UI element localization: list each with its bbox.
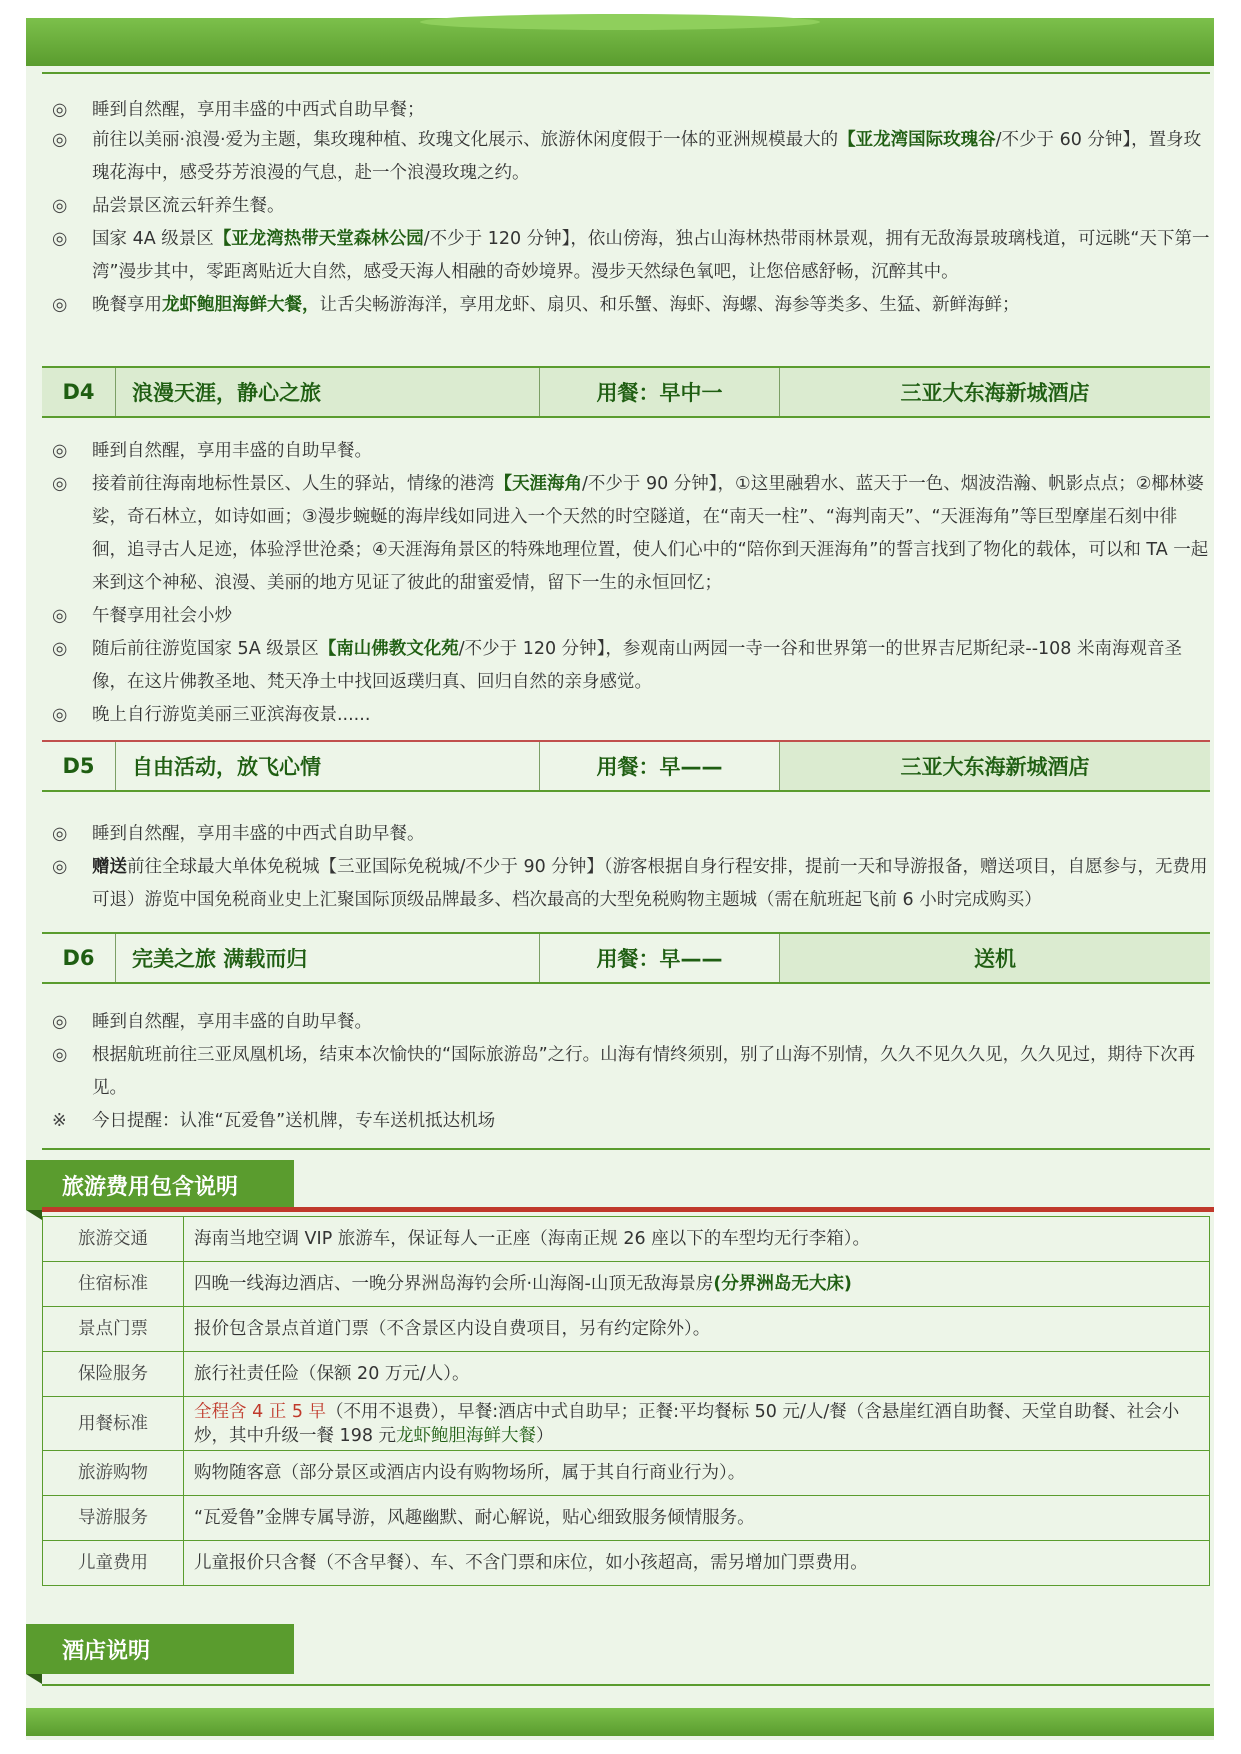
bullet-icon: ◎	[52, 295, 68, 315]
hotel-section-tab: 酒店说明	[26, 1624, 294, 1674]
list-item: ◎ 睡到自然醒，享用丰盛的中西式自助早餐；	[52, 94, 1212, 127]
footer-rule	[42, 1684, 1210, 1686]
fee-key: 儿童费用	[43, 1541, 184, 1586]
list-item: ◎ 接着前往海南地标性景区、人生的驿站，情缘的港湾【天涯海角/不少于 90 分钟】，①这里融碧水、蓝天于一色、烟波浩瀚、帆影点点；②椰林婆娑，奇石林立，如诗如画；③漫步蜿蜒的海岸线如同进入一个天然的时空隧道，在“南天一柱”、“海判南天”、“天涯海角”等巨型摩崖石刻中徘徊，追寻古人足迹，体验浮世沧桑；④天涯海角景区的特殊地理位置，使人们心中的“陪你到天涯海角”的誓言找到了物化的载体，可以和 TA 一起来到这个神秘、浪漫、美丽的地方见证了彼此的甜蜜爱情，留下一生的永恒回忆；	[52, 468, 1212, 600]
fee-key: 保险服务	[43, 1352, 184, 1397]
list-item: ◎ 睡到自然醒，享用丰盛的自助早餐。	[52, 1006, 1212, 1039]
fee-key: 导游服务	[43, 1496, 184, 1541]
table-row	[43, 1352, 1210, 1397]
bullet-icon: ◎	[52, 1012, 68, 1032]
fee-key: 旅游购物	[43, 1451, 184, 1496]
fee-value: 儿童报价只含餐（不含早餐）、车、不含门票和床位，如小孩超高，需另增加门票费用。	[184, 1541, 1210, 1586]
fee-value: 旅行社责任险（保额 20 万元/人）。	[184, 1352, 1210, 1397]
fee-key: 住宿标准	[43, 1262, 184, 1307]
note-icon: ※	[52, 1111, 67, 1131]
list-item: ◎ 午餐享用社会小炒	[52, 600, 1212, 633]
list-item: ◎ 品尝景区流云轩养生餐。	[52, 190, 1212, 223]
day-code: D6	[42, 934, 116, 982]
day-title: 自由活动，放飞心情	[116, 742, 540, 790]
bullet-icon: ◎	[52, 857, 68, 877]
list-item: ◎ 赠送前往全球最大单体免税城【三亚国际免税城/不少于 90 分钟】（游客根据自身行程安排，提前一天和导游报备，赠送项目，自愿参与，无费用可退）游览中国免税商业史上汇聚国际顶级品牌最多、档次最高的大型免税购物主题城（需在航班起飞前 6 小时完成购买）	[52, 851, 1212, 917]
table-row	[43, 1262, 1210, 1307]
list-item: ◎ 睡到自然醒，享用丰盛的中西式自助早餐。	[52, 818, 1212, 851]
bullet-icon: ◎	[52, 229, 68, 249]
day5-header-row	[42, 740, 1210, 792]
table-row	[43, 1496, 1210, 1541]
day4-header-row	[42, 366, 1210, 418]
header-arc	[420, 14, 820, 30]
fee-value: 报价包含景点首道门票（不含景区内设自费项目，另有约定除外）。	[184, 1307, 1210, 1352]
list-item: ◎ 国家 4A 级景区【亚龙湾热带天堂森林公园/不少于 120 分钟】，依山傍海，独占山海林热带雨林景观，拥有无敌海景玻璃栈道，可远眺“天下第一湾”漫步其中，零距离贴近大自然，感受天海人相融的奇妙境界。漫步天然绿色氧吧，让您倍感舒畅，沉醉其中。	[52, 223, 1212, 289]
list-item: ※ 今日提醒：认准“瓦爱鲁”送机牌，专车送机抵达机场	[52, 1105, 1212, 1138]
day-hotel: 三亚大东海新城酒店	[780, 742, 1210, 790]
day-hotel: 三亚大东海新城酒店	[780, 368, 1210, 416]
fee-section-rule	[42, 1207, 1214, 1212]
bullet-icon: ◎	[52, 824, 68, 844]
bullet-icon: ◎	[52, 1045, 68, 1065]
table-row	[43, 1307, 1210, 1352]
bullet-icon: ◎	[52, 606, 68, 626]
table-row	[43, 1217, 1210, 1262]
list-item: ◎ 根据航班前往三亚凤凰机场，结束本次愉快的“国际旅游岛”之行。山海有情终须别，别了山海不别情，久久不见久久见，久久见过，期待下次再见。	[52, 1039, 1212, 1105]
day-hotel: 送机	[780, 934, 1210, 982]
day-code: D5	[42, 742, 116, 790]
day5-itinerary-list	[52, 818, 1212, 917]
list-item: ◎ 晚餐享用龙虾鲍胆海鲜大餐，让舌尖畅游海洋，享用龙虾、扇贝、和乐蟹、海虾、海螺、海参等类多、生猛、新鲜海鲜；	[52, 289, 1212, 322]
fee-value: 海南当地空调 VIP 旅游车，保证每人一正座（海南正规 26 座以下的车型均无行李箱）。	[184, 1217, 1210, 1262]
fee-value: “瓦爱鲁”金牌专属导游，风趣幽默、耐心解说，贴心细致服务倾情服务。	[184, 1496, 1210, 1541]
day-title: 完美之旅 满载而归	[116, 934, 540, 982]
day6-itinerary-list	[52, 1006, 1212, 1138]
fee-key: 用餐标准	[43, 1397, 184, 1451]
bullet-icon: ◎	[52, 100, 68, 120]
fee-table	[42, 1216, 1210, 1586]
table-row	[43, 1451, 1210, 1496]
footer-band	[26, 1708, 1214, 1736]
day6-header-row	[42, 932, 1210, 984]
day3-itinerary-list	[52, 94, 1212, 322]
section-divider	[42, 1148, 1210, 1150]
header-rule	[42, 72, 1210, 74]
fee-value: 全程含 4 正 5 早（不用不退费），早餐:酒店中式自助早；正餐:平均餐标 50 元/人/餐（含悬崖红酒自助餐、天堂自助餐、社会小炒，其中升级一餐 198 元龙虾鲍胆海鲜大餐）	[184, 1397, 1210, 1451]
fee-section-tab: 旅游费用包含说明	[26, 1160, 294, 1210]
list-item: ◎ 前往以美丽·浪漫·爱为主题，集玫瑰种植、玫瑰文化展示、旅游休闲度假于一体的亚洲规模最大的【亚龙湾国际玫瑰谷/不少于 60 分钟】，置身玫瑰花海中，感受芬芳浪漫的气息，赴一个浪漫玫瑰之约。	[52, 124, 1212, 190]
list-item: ◎ 随后前往游览国家 5A 级景区【南山佛教文化苑/不少于 120 分钟】，参观南山两园一寺一谷和世界第一的世界吉尼斯纪录--108 米南海观音圣像，在这片佛教圣地、梵天净土中找回返璞归真、回归自然的亲身感觉。	[52, 633, 1212, 699]
day-code: D4	[42, 368, 116, 416]
bullet-icon: ◎	[52, 705, 68, 725]
fee-value: 购物随客意（部分景区或酒店内设有购物场所，属于其自行商业行为）。	[184, 1451, 1210, 1496]
bullet-icon: ◎	[52, 474, 68, 494]
day-meal: 用餐：早——	[540, 934, 780, 982]
bullet-icon: ◎	[52, 639, 68, 659]
bullet-icon: ◎	[52, 130, 68, 150]
bullet-icon: ◎	[52, 196, 68, 216]
day-title: 浪漫天涯，静心之旅	[116, 368, 540, 416]
day-meal: 用餐：早中一	[540, 368, 780, 416]
day4-itinerary-list	[52, 435, 1212, 732]
table-row	[43, 1541, 1210, 1586]
list-item: ◎ 睡到自然醒，享用丰盛的自助早餐。	[52, 435, 1212, 468]
table-row	[43, 1397, 1210, 1451]
fee-key: 景点门票	[43, 1307, 184, 1352]
list-item: ◎ 晚上自行游览美丽三亚滨海夜景......	[52, 699, 1212, 732]
day-meal: 用餐：早——	[540, 742, 780, 790]
bullet-icon: ◎	[52, 441, 68, 461]
fee-key: 旅游交通	[43, 1217, 184, 1262]
fee-value: 四晚一线海边酒店、一晚分界洲岛海钓会所·山海阁-山顶无敌海景房(分界洲岛无大床)	[184, 1262, 1210, 1307]
